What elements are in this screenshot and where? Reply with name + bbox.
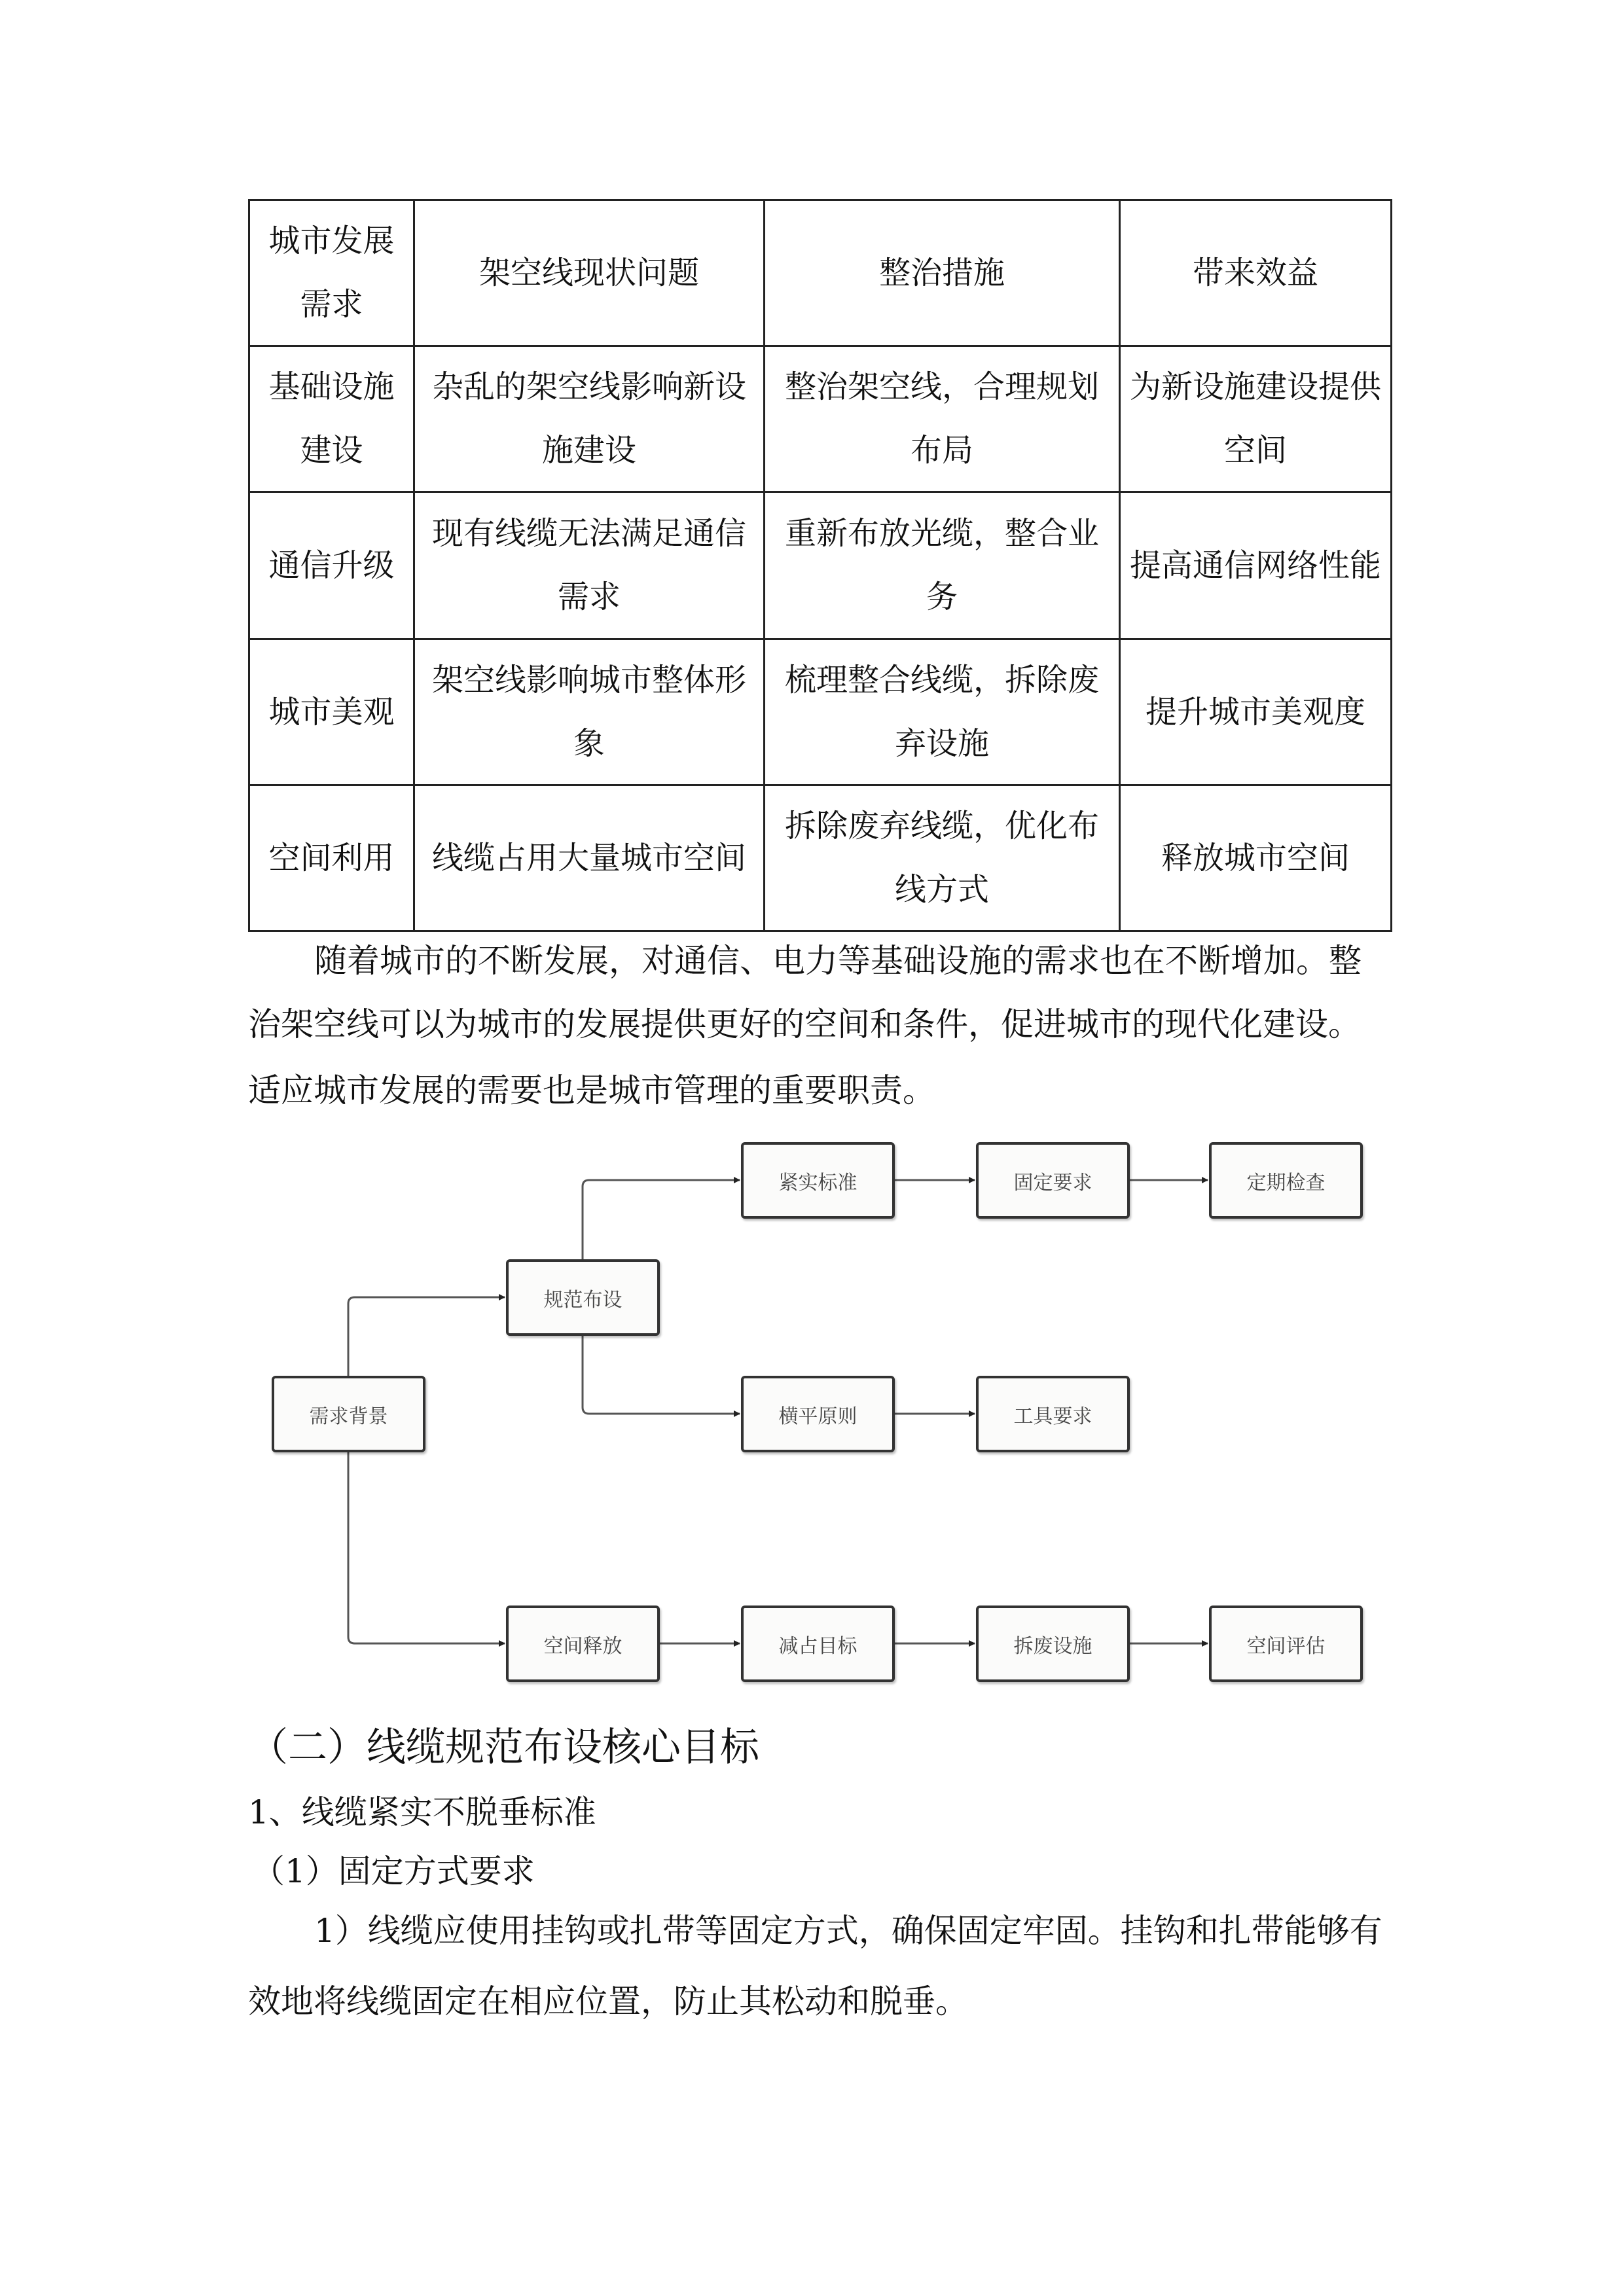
flow-node-inspect: 定期检查 — [1209, 1142, 1363, 1219]
table-cell: 提升城市美观度 — [1120, 639, 1392, 785]
table-cell: 空间利用 — [249, 785, 414, 931]
subheading: 1、线缆紧实不脱垂标准 — [248, 1793, 596, 1831]
header-cell: 带来效益 — [1120, 200, 1392, 346]
table-cell: 为新设施建设提供 空间 — [1120, 346, 1392, 492]
table-cell: 梳理整合线缆，拆除废 弃设施 — [765, 639, 1120, 785]
connector-arrow — [583, 1180, 740, 1259]
table-cell: 整治架空线，合理规划 布局 — [765, 346, 1120, 492]
flow-node-level: 横平原则 — [741, 1376, 895, 1452]
subheading: （1）固定方式要求 — [252, 1852, 535, 1890]
table-cell: 提高通信网络性能 — [1120, 492, 1392, 639]
header-cell: 整治措施 — [765, 200, 1120, 346]
flow-node-tight: 紧实标准 — [741, 1142, 895, 1219]
header-cell: 城市发展 需求 — [249, 200, 414, 346]
flow-node-evaluate: 空间评估 — [1209, 1605, 1363, 1682]
flow-node-remove: 拆废设施 — [976, 1605, 1130, 1682]
table-cell: 城市美观 — [249, 639, 414, 785]
paragraph-line: 适应城市发展的需要也是城市管理的重要职责。 — [248, 1071, 935, 1109]
flow-node-tools: 工具要求 — [976, 1376, 1130, 1452]
section-heading: （二）线缆规范布设核心目标 — [249, 1725, 759, 1770]
flow-node-root: 需求背景 — [272, 1376, 425, 1452]
paragraph-line: 效地将线缆固定在相应位置，防止其松动和脱垂。 — [248, 1982, 968, 2020]
flow-node-fixreq: 固定要求 — [976, 1142, 1130, 1219]
paragraph-line: 随着城市的不断发展，对通信、电力等基础设施的需求也在不断增加。整 — [314, 942, 1362, 980]
connector-arrow — [348, 1452, 505, 1643]
connector-arrow — [348, 1297, 505, 1376]
table-cell: 架空线影响城市整体形 象 — [414, 639, 765, 785]
flow-node-space: 空间释放 — [506, 1605, 660, 1682]
connector-arrow — [583, 1336, 740, 1414]
table-cell: 释放城市空间 — [1120, 785, 1392, 931]
header-cell: 架空线现状问题 — [414, 200, 765, 346]
flow-node-reduce: 减占目标 — [741, 1605, 895, 1682]
paragraph-line: 治架空线可以为城市的发展提供更好的空间和条件，促进城市的现代化建设。 — [248, 1005, 1361, 1043]
table-cell: 重新布放光缆，整合业 务 — [765, 492, 1120, 639]
table-cell: 线缆占用大量城市空间 — [414, 785, 765, 931]
table-cell: 通信升级 — [249, 492, 414, 639]
table-cell: 拆除废弃线缆，优化布 线方式 — [765, 785, 1120, 931]
table-cell: 现有线缆无法满足通信 需求 — [414, 492, 765, 639]
table-cell: 基础设施 建设 — [249, 346, 414, 492]
flow-node-layout: 规范布设 — [506, 1259, 660, 1336]
paragraph-line: 1）线缆应使用挂钩或扎带等固定方式，确保固定牢固。挂钩和扎带能够有 — [314, 1912, 1382, 1950]
table-cell: 杂乱的架空线影响新设 施建设 — [414, 346, 765, 492]
